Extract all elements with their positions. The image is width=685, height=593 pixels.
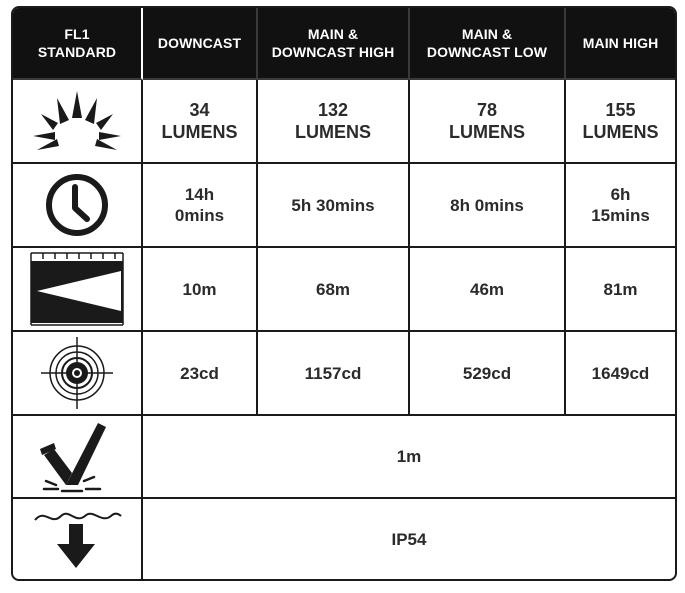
target-icon <box>37 335 117 411</box>
run-time-downcast-value: 14h 0mins <box>174 185 225 225</box>
peak-intensity-main-downcast-high-value: 1157cd <box>304 363 362 383</box>
run-time-main-downcast-low <box>410 164 566 248</box>
beam-distance-main-downcast-low <box>410 248 566 332</box>
clock-icon <box>42 170 112 240</box>
peak-intensity-main-downcast-low <box>410 332 566 416</box>
water-resistance-value: IP54 <box>391 529 427 549</box>
peak-intensity-downcast <box>143 332 258 416</box>
light-output-main-downcast-low <box>410 80 566 164</box>
light-output-main-high-value: 155 LUMENS <box>582 100 659 142</box>
light-output-downcast <box>143 80 258 164</box>
run-time-downcast <box>143 164 258 248</box>
header-main-downcast-low-label: MAIN & DOWNCAST LOW <box>426 26 548 60</box>
header-main-high <box>566 8 675 80</box>
impact-check-icon <box>32 419 122 495</box>
peak-intensity-main-high <box>566 332 675 416</box>
beam-distance-main-downcast-high <box>258 248 410 332</box>
beam-distance-icon <box>29 251 125 327</box>
run-time-main-high-value: 6h 15mins <box>591 185 650 225</box>
light-output-main-downcast-high <box>258 80 410 164</box>
beam-distance-downcast <box>143 248 258 332</box>
peak-intensity-icon-cell <box>13 332 143 416</box>
beam-distance-main-high-value: 81m <box>603 279 638 299</box>
header-main-downcast-high <box>258 8 410 80</box>
peak-intensity-main-high-value: 1649cd <box>591 363 650 383</box>
run-time-main-downcast-high-value: 5h 30mins <box>291 195 375 215</box>
impact-resistance-icon-cell <box>13 416 143 499</box>
beam-distance-main-downcast-high-value: 68m <box>315 279 351 299</box>
impact-resistance-value: 1m <box>396 447 422 466</box>
beam-distance-downcast-value: 10m <box>182 279 217 299</box>
run-time-icon-cell <box>13 164 143 248</box>
light-output-main-downcast-high-value: 132 LUMENS <box>295 100 371 142</box>
fl1-spec-table <box>11 6 677 581</box>
peak-intensity-main-downcast-high <box>258 332 410 416</box>
header-main-downcast-low <box>410 8 566 80</box>
sunburst-icon <box>27 86 127 156</box>
beam-distance-main-downcast-low-value: 46m <box>469 279 505 299</box>
peak-intensity-main-downcast-low-value: 529cd <box>462 363 512 383</box>
water-resistance-value-cell <box>143 499 675 579</box>
water-drop-arrow-icon <box>29 504 125 574</box>
header-main-downcast-high-label: MAIN & DOWNCAST HIGH <box>271 26 395 60</box>
header-fl1-standard <box>13 8 143 80</box>
header-fl1-standard-label: FL1 STANDARD <box>37 26 117 60</box>
light-output-main-downcast-low-value: 78 LUMENS <box>449 100 525 142</box>
run-time-main-downcast-low-value: 8h 0mins <box>450 195 524 215</box>
peak-intensity-downcast-value: 23cd <box>180 363 219 383</box>
light-output-downcast-value: 34 LUMENS <box>161 100 238 142</box>
header-downcast-label: DOWNCAST <box>157 35 242 51</box>
light-output-main-high <box>566 80 675 164</box>
header-downcast <box>143 8 258 80</box>
impact-resistance-value-cell <box>143 416 675 499</box>
run-time-main-high <box>566 164 675 248</box>
water-resistance-icon-cell <box>13 499 143 579</box>
run-time-main-downcast-high <box>258 164 410 248</box>
header-main-high-label: MAIN HIGH <box>582 35 659 51</box>
light-output-icon-cell <box>13 80 143 164</box>
beam-distance-icon-cell <box>13 248 143 332</box>
beam-distance-main-high <box>566 248 675 332</box>
